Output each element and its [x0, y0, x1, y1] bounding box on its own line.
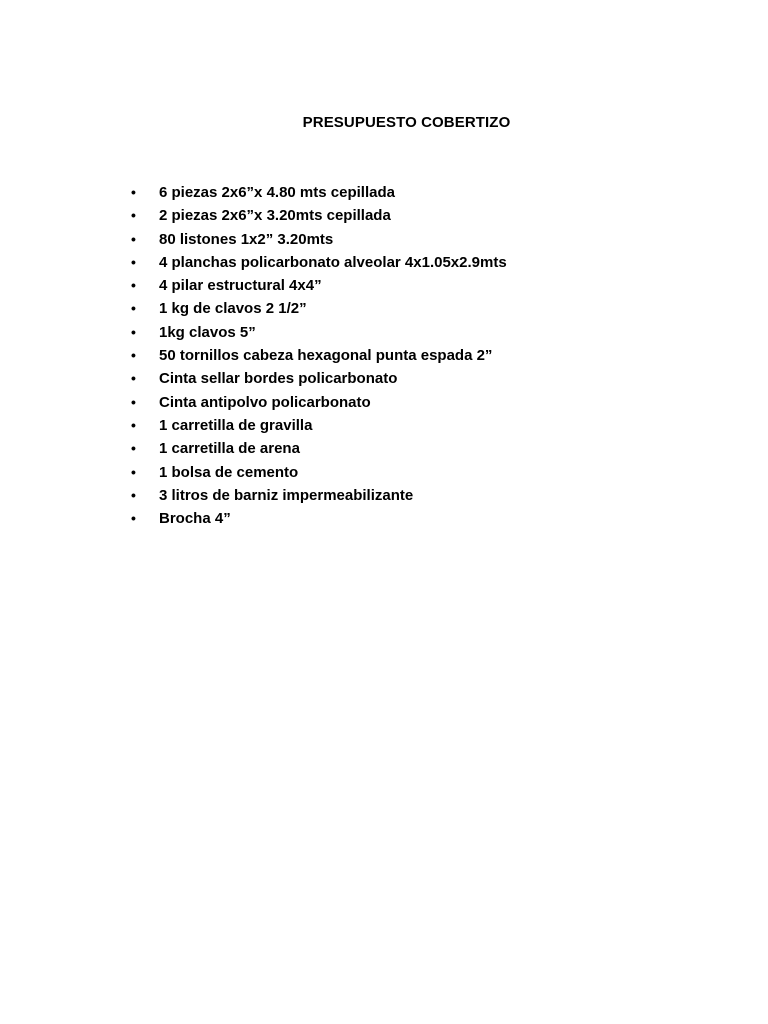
list-item-text: 4 pilar estructural 4x4”: [159, 277, 322, 295]
list-item-text: 4 planchas policarbonato alveolar 4x1.05x2.9mts: [159, 253, 507, 271]
list-item-text: 6 piezas 2x6”x 4.80 mts cepillada: [159, 184, 395, 201]
list-item-text: 1 bolsa de cemento: [159, 463, 299, 481]
list-item: [128, 204, 728, 227]
bullet-icon: •: [131, 347, 136, 364]
list-item: [128, 321, 728, 344]
list-item-text: 80 listones 1x2” 3.20mts: [159, 230, 334, 248]
list-item-text: 3 litros de barniz impermeabilizante: [159, 486, 414, 504]
list-item: [128, 251, 728, 274]
bullet-icon: •: [131, 416, 136, 433]
bullet-icon: •: [131, 440, 136, 457]
list-item-text: 50 tornillos cabeza hexagonal punta espada 2”: [159, 347, 493, 365]
bullet-icon: •: [131, 393, 136, 410]
list-item: [128, 461, 728, 484]
budget-item-list: [128, 181, 728, 530]
bullet-icon: •: [131, 230, 136, 247]
list-item-text: 1 carretilla de arena: [159, 440, 300, 458]
bullet-icon: •: [131, 300, 136, 317]
bullet-icon: •: [131, 463, 136, 480]
list-item-text: 1kg clavos 5”: [159, 323, 256, 341]
list-item: [128, 274, 728, 297]
document-title: PRESUPUESTO COBERTIZO: [302, 114, 511, 131]
list-item: [128, 297, 728, 320]
list-item: [128, 181, 728, 204]
bullet-icon: •: [131, 323, 136, 340]
list-item-text: Cinta antipolvo policarbonato: [159, 393, 371, 411]
list-item: [128, 437, 728, 460]
list-item-text: 1 kg de clavos 2 1/2”: [159, 300, 307, 318]
bullet-icon: •: [131, 277, 136, 294]
bullet-icon: •: [131, 370, 136, 387]
list-item: [128, 344, 728, 367]
list-item-text: Brocha 4”: [159, 510, 231, 528]
list-item-text: 1 carretilla de gravilla: [159, 416, 313, 434]
bullet-icon: •: [131, 510, 136, 527]
bullet-icon: •: [131, 184, 136, 200]
bullet-icon: •: [131, 486, 136, 503]
list-item: [128, 391, 728, 414]
list-item-text: Cinta sellar bordes policarbonato: [159, 370, 398, 388]
list-item: [128, 228, 728, 251]
list-item: [128, 367, 728, 390]
bullet-icon: •: [131, 253, 136, 270]
list-item: [128, 484, 728, 507]
list-item-text: 2 piezas 2x6”x 3.20mts cepillada: [159, 207, 391, 225]
bullet-icon: •: [131, 207, 136, 224]
list-item: [128, 414, 728, 437]
list-item: [128, 507, 728, 530]
